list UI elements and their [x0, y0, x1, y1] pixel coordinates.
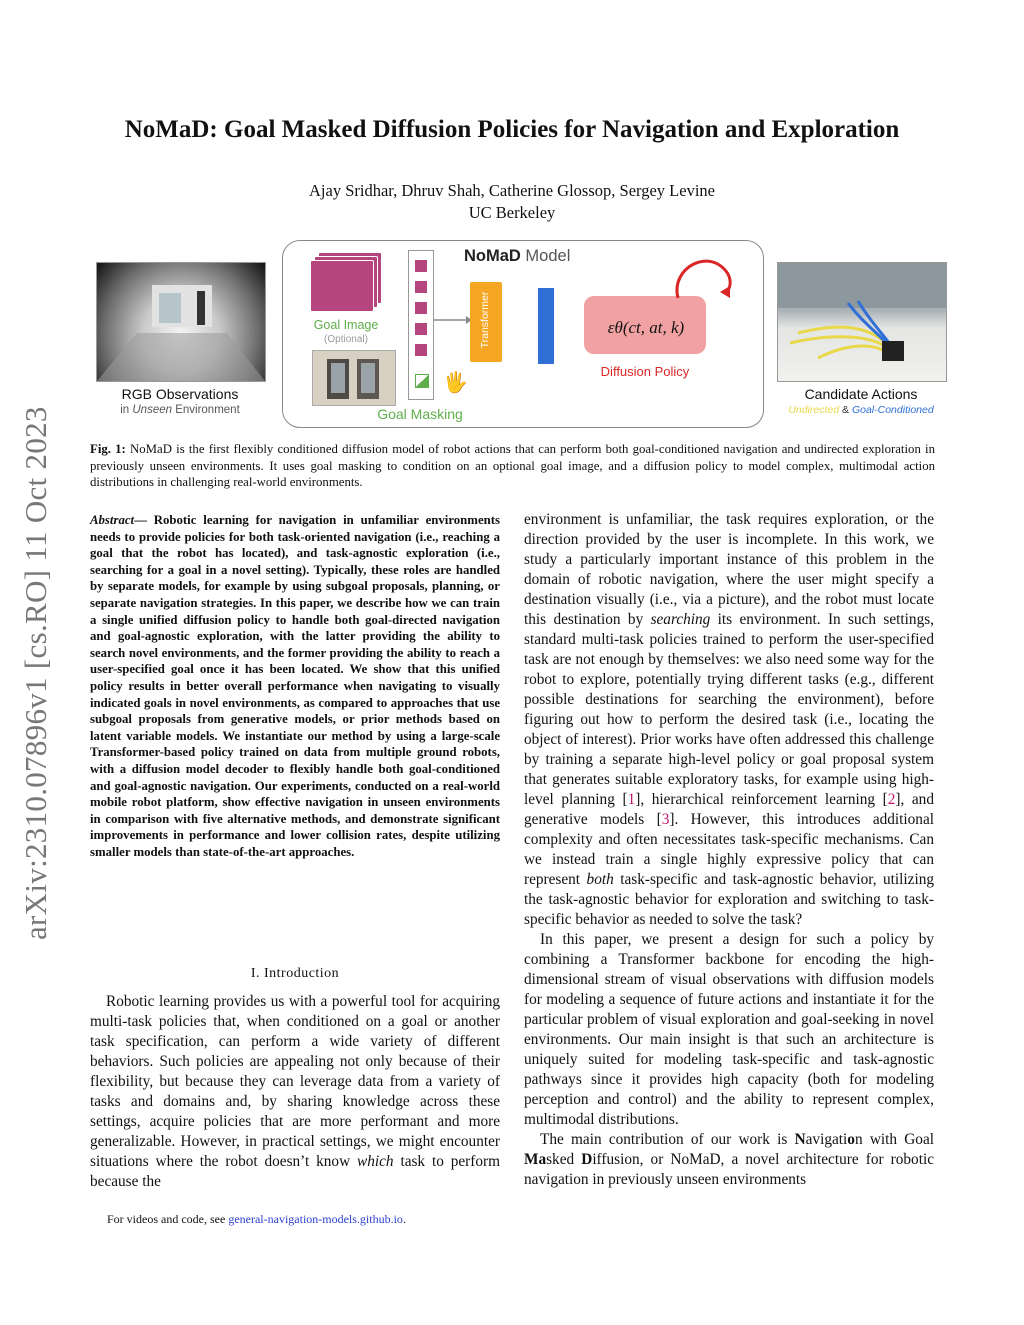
- figure-caption: Fig. 1: NoMaD is the first flexibly conditioned diffusion model of robot actions that can perform both goal-conditioned navigation and undirected exploration in previously unseen environments. It uses goal masking to condition on an optional goal image, and a diffusion policy to model complex, multimodal action distributions in challenging real-world environments.: [90, 442, 935, 489]
- section-heading-introduction: I. Introduction: [250, 966, 340, 981]
- model-title: NoMaD Model: [464, 247, 571, 265]
- citation-link[interactable]: 1: [627, 791, 636, 808]
- paper-title: NoMaD: Goal Masked Diffusion Policies for Navigation and Exploration: [124, 116, 900, 143]
- citation-link[interactable]: 3: [661, 811, 670, 828]
- citation-link[interactable]: 2: [887, 791, 896, 808]
- context-vector: [538, 288, 554, 364]
- arxiv-stamp: arXiv:2310.07896v1 [cs.RO] 11 Oct 2023: [18, 406, 53, 940]
- candidate-actions-image: [777, 262, 947, 382]
- diffusion-formula: εθ(ct, at, k): [607, 318, 685, 337]
- introduction-right: [524, 510, 934, 1190]
- rgb-observation-image: [96, 262, 266, 382]
- intro-paragraph: In this paper, we present a design for such a policy by combining a Transformer backbone for encoding the high-dimensional stream of visual observations with diffusion models for modeling a sequence of future actions and instantiate it for the particular problem of visual exploration and goal-seeking in novel environments. Our main insight is that such an architecture is uniquely suited for modeling task-specific and task-agnostic pathways since it provides high capacity (both for modeling perception and control) and the ability to represent complex, multimodal distributions.: [524, 931, 934, 1128]
- intro-paragraph: The main contribution of our work is Navigation with Goal Masked Diffusion, or NoMaD, a novel architecture for robotic navigation in previously unseen environments: [524, 1131, 934, 1188]
- goal-masking-label: Goal Masking: [377, 406, 463, 422]
- diffusion-policy-label: Diffusion Policy: [600, 364, 690, 379]
- affiliation: UC Berkeley: [468, 203, 556, 222]
- project-link[interactable]: general-navigation-models.github.io: [228, 1212, 403, 1226]
- token-sequence: [408, 250, 434, 400]
- arrow-to-transformer: [432, 300, 472, 330]
- rgb-observations-label: RGB Observations: [121, 386, 239, 402]
- denoising-loop-arrow: [660, 248, 740, 308]
- author-block: [0, 180, 1024, 224]
- intro-paragraph-continued: environment is unfamiliar, the task requires exploration, or the direction provided by the user is incomplete. In this work, we study a particularly important instance of this problem in the domain of robotic navigation, where the user might specify a destination visually (i.e., via a picture), and the robot must locate this destination by searching its environment. In such settings, standard multi-task policies trained to perform the user-specified task are not enough by themselves: we also need some way for the robot to explore, potentially trying different tasks (e.g., different possible destinations for searching the environment), before figuring out how to perform the desired task (i.e., locating the object of interest). Prior works have often addressed this challenge by training a separate high-level policy or goal proposal system that generates suitable exploratory tasks, for example using high-level planning [1], hierarchical reinforcement learning [2], and generative models [3]. However, this introduces additional complexity and often necessitates task-specific mechanisms. Can we instead train a single highly expressive policy that can represent both task-specific and task-agnostic behavior, utilizing the task-agnostic behavior for exploration and switching to task-specific behavior as needed to solve the task?: [524, 511, 934, 928]
- candidate-actions-sublabel: Undirected & Goal-Conditioned: [788, 404, 934, 416]
- candidate-actions-label: Candidate Actions: [804, 386, 918, 402]
- intro-paragraph: Robotic learning provides us with a powerful tool for acquiring multi-task policies that, when conditioned on a goal or another task specification, can perform a wide variety of different behaviors. Such policies are appealing not only because of their flexibility, but because they can leverage data from a variety of tasks and domains and, by sharing knowledge across these settings, acquire policies that are more performant and more generalizable. However, in practical settings, we might encounter situations where the robot doesn’t know which task to perform because the: [90, 993, 501, 1190]
- goal-mask-icon: 🖐: [443, 372, 468, 394]
- rgb-observations-sublabel: in Unseen Environment: [120, 404, 240, 416]
- goal-optional-label: (Optional): [324, 334, 368, 345]
- observation-stack-front: [310, 260, 374, 312]
- abstract: Abstract— Robotic learning for navigation in unfamiliar environments needs to provide policies for both task-oriented navigation (i.e., reaching a goal that the robot has located), and task-agnostic exploration (i.e., searching for a goal in a novel setting). Typically, these roles are handled by separate models, for example by using subgoal proposals, planning, or separate navigation strategies. In this paper, we describe how we can train a single unified diffusion policy to handle both goal-directed navigation and goal-agnostic exploration, with the latter providing the ability to search novel environments, and the former providing the ability to reach a user-specified goal once it has been located. We show that this unified policy results in better overall performance when navigating to visually indicated goals in novel environments, as compared to approaches that use subgoal proposals from generative models, or prior methods based on latent variable models. We instantiate our method by using a large-scale Transformer-based policy trained on data from multiple ground robots, with a diffusion model decoder to flexibly handle both goal-conditioned and goal-agnostic navigation. Our experiments, conducted on a real-world mobile robot platform, show effective navigation in unseen environments in comparison with five alternative methods, and demonstrate significant improvements in performance and lower collision rates, despite utilizing smaller models than state-of-the-art approaches.: [90, 513, 500, 859]
- introduction-left: [90, 992, 500, 1192]
- footnote: For videos and code, see general-navigation-models.github.io.: [107, 1212, 406, 1226]
- authors: Ajay Sridhar, Dhruv Shah, Catherine Glossop, Sergey Levine: [309, 181, 715, 200]
- goal-image-thumbnail: [312, 350, 396, 406]
- transformer-label: Transformer: [479, 291, 491, 349]
- goal-image-label: Goal Image: [313, 318, 379, 332]
